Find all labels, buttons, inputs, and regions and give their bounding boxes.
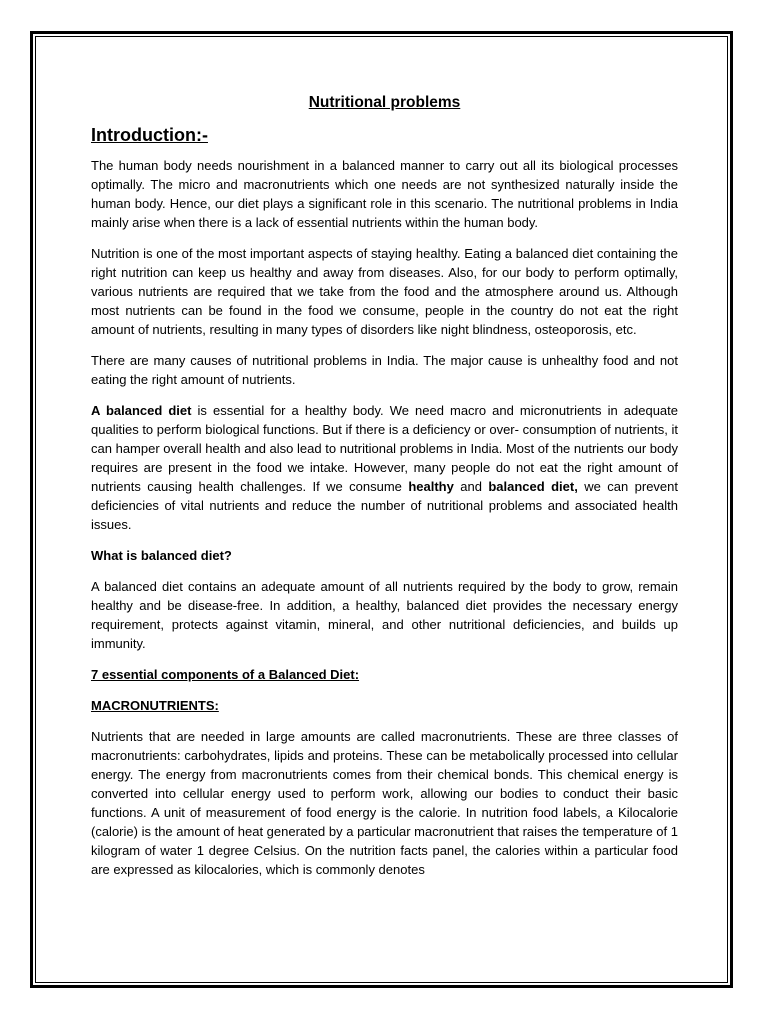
paragraph-3: There are many causes of nutritional problems in India. The major cause is unhealthy food and not eating the right amount of nutrients. xyxy=(91,353,678,387)
paragraph-4-text-1: is essential for a healthy body. We need macro and micronutrients in adequate qualities to perform biological functions. But if there is a deficiency or over- consumption of nutrients, it can hamper overall health and also lead to nutritional problems in India. Most of the nutrients our body requires are present in the food we intake. However, many people do not eat the right amount of nutrients causing health challenges. If we consume xyxy=(91,403,678,494)
paragraph-4-text-3: we can prevent deficiencies of vital nutrients and reduce the number of nutritional problems and associated health issues. xyxy=(91,479,679,532)
paragraph-2: Nutrition is one of the most important aspects of staying healthy. Eating a balanced diet containing the right nutrition can keep us healthy and away from diseases. Also, for our body to perform optimally, various nutrients are required that we take from the food and the atmosphere around us. Although most nutrients can be found in the food we consume, people in the country do not eat the right amount of nutrients, resulting in many types of disorders like night blindness, osteoporosis, etc. xyxy=(91,246,678,337)
balanced-diet-heading: What is balanced diet? xyxy=(91,548,232,563)
paragraph-5: A balanced diet contains an adequate amount of all nutrients required by the body to grow, remain healthy and be disease-free. In addition, a healthy, balanced diet provides the necessary energy requirement, protects against vitamin, mineral, and other nutritional deficiencies, and builds up immunity. xyxy=(91,579,678,651)
paragraph-4 xyxy=(91,401,678,534)
paragraph-4-text-2: and xyxy=(453,479,489,494)
paragraph-1: The human body needs nourishment in a balanced manner to carry out all its biological processes optimally. The micro and macronutrients which one needs are not synthesized naturally inside the human body. Hence, our diet plays a significant role in this scenario. The nutritional problems in India mainly arise when there is a lack of essential nutrients within the human body. xyxy=(91,158,678,230)
document-title: Nutritional problems xyxy=(308,94,461,111)
bold-balanced-diet: A balanced diet xyxy=(91,403,192,418)
document-body xyxy=(91,90,678,891)
macronutrients-heading: MACRONUTRIENTS: xyxy=(91,698,219,713)
paragraph-6: Nutrients that are needed in large amounts are called macronutrients. These are three classes of macronutrients: carbohydrates, lipids and proteins. These can be metabolically processed into cellular energy. The energy from macronutrients comes from their chemical bonds. This chemical energy is converted into cellular energy used to perform work, allowing our bodies to conduct their basic functions. A unit of measurement of food energy is the calorie. In nutrition food labels, a Kilocalorie (calorie) is the amount of heat generated by a particular macronutrient that raises the temperature of 1 kilogram of water 1 degree Celsius. On the nutrition facts panel, the calories within a particular food are expressed as kilocalories, which is commonly denotes xyxy=(91,729,678,877)
bold-balanced-diet-2: balanced diet, xyxy=(488,479,578,494)
components-heading: 7 essential components of a Balanced Diet: xyxy=(91,667,360,682)
bold-healthy: healthy xyxy=(408,479,454,494)
introduction-heading: Introduction:- xyxy=(91,125,208,145)
